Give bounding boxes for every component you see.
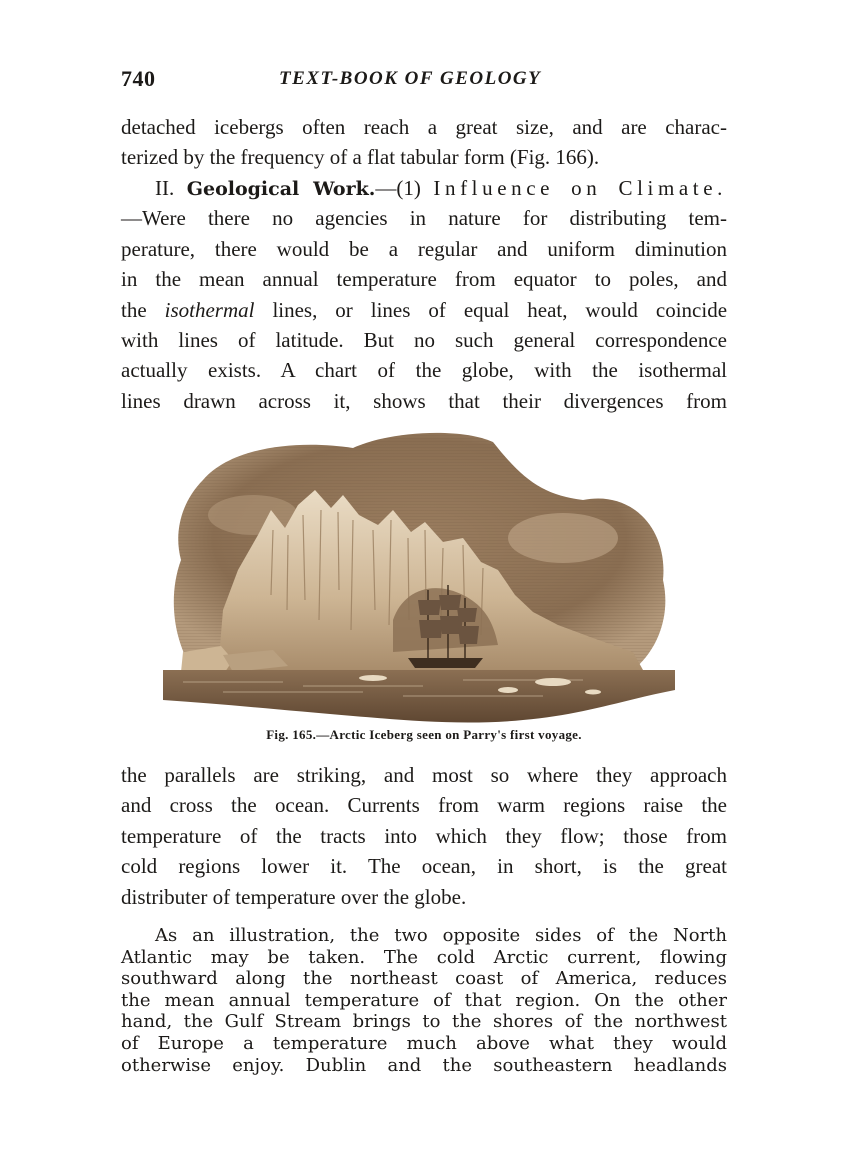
engraving-image [163, 420, 675, 728]
running-title: TEXT-BOOK OF GEOLOGY [279, 68, 542, 89]
text-fragment: the [121, 297, 147, 322]
text-line: —Were there no agencies in nature for distributing tem- [121, 206, 727, 231]
iceberg-illustration [163, 420, 675, 728]
paragraph-3 [121, 925, 727, 1076]
text-line: perature, there would be a regular and uniform diminution [121, 236, 727, 261]
text-line: of Europe a temperature much above what they would [121, 1032, 727, 1054]
running-head [121, 66, 731, 96]
page-number: 740 [121, 66, 156, 91]
text-line: actually exists. A chart of the globe, with the isothermal [121, 358, 727, 383]
text-line: otherwise enjoy. Dublin and the southeastern headlands [121, 1054, 727, 1076]
text-fragment: lines, or lines of equal heat, would coincide [272, 297, 728, 322]
text-line: and cross the ocean. Currents from warm regions raise the [121, 793, 727, 818]
subsection-title: Influence on Climate. [433, 176, 728, 200]
text-line: in the mean annual temperature from equator to poles, and [121, 267, 727, 292]
text-line: terized by the frequency of a flat tabular form (Fig. 166). [121, 145, 600, 170]
isotherm-line [121, 295, 727, 325]
figure-label: Fig. 165. [266, 727, 317, 742]
section-title: Geological Work. [186, 178, 376, 200]
section-heading-line [121, 173, 727, 203]
figure-caption-text: —Arctic Iceberg seen on Parry's first voyage. [316, 727, 582, 742]
subsection-number: —(1) [375, 176, 421, 200]
text-line: distributer of temperature over the globe. [121, 884, 467, 909]
text-line: the mean annual temperature of that region. On the other [121, 989, 727, 1011]
text-line: southward along the northeast coast of America, reduces [121, 968, 727, 990]
text-line: hand, the Gulf Stream brings to the shores of the northwest [121, 1011, 727, 1033]
text-line: the parallels are striking, and most so where they approach [121, 763, 727, 787]
text-line: detached icebergs often reach a great size, and are charac- [121, 115, 727, 139]
paragraph-1 [121, 112, 727, 173]
text-line: cold regions lower it. The ocean, in short, is the great [121, 854, 727, 879]
text-line: lines drawn across it, shows that their divergences from [121, 388, 727, 413]
section-number: II. [155, 176, 175, 200]
text-line: temperature of the tracts into which they flow; those from [121, 823, 727, 848]
figure-caption [121, 727, 727, 743]
text-line: As an illustration, the two opposite sides of the North [155, 925, 727, 946]
paragraph-2 [121, 760, 727, 912]
text-line: Atlantic may be taken. The cold Arctic current, flowing [121, 946, 727, 968]
text-line: with lines of latitude. But no such general correspondence [121, 327, 727, 352]
italic-term: isothermal [164, 297, 255, 322]
section-geological-work [121, 173, 727, 416]
